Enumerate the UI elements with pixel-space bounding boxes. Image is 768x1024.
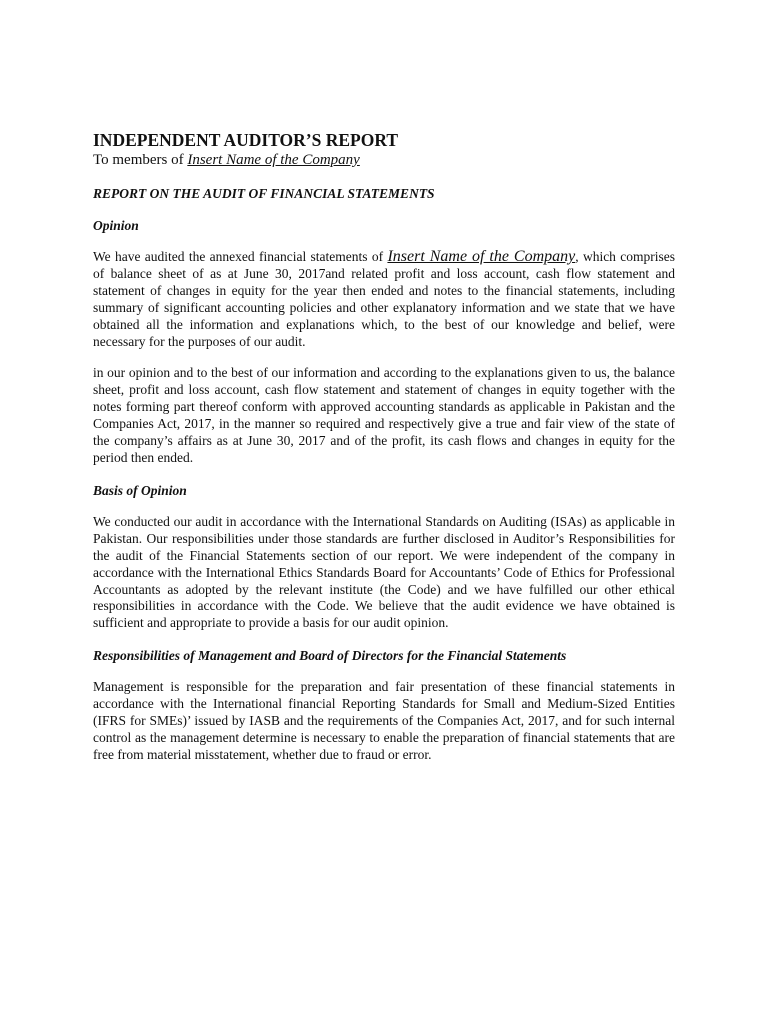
opinion-paragraph-1: [93, 249, 675, 350]
document-page: [93, 130, 675, 779]
basis-paragraph: We conducted our audit in accordance with the International Standards on Auditing (ISAs) as applicable in Pakistan. Our responsibilities under those standards are further disclosed in Auditor’s Responsibilities for the audit of the Financial Statements section of our report. We were independent of the company in accordance with the International Ethics Standards Board for Accountants’ Code of Ethics for Professional Accountants as adopted by the relevant institute (the Code) and we have fulfilled our other ethical responsibilities in accordance with the Code. We believe that the audit evidence we have obtained is sufficient and appropriate to provide a basis for our audit opinion.: [93, 513, 675, 631]
basis-heading: Basis of Opinion: [93, 482, 187, 498]
opinion-para1-rest: , which comprises of balance sheet of as at June 30, 2017and related profit and loss account, cash flow statement and statement of changes in equity for the year then ended and notes to the financial statements, including summary of significant accounting policies and other explanatory information and we state that we have obtained all the information and explanations which, to the best of our knowledge and belief, were necessary for the purposes of our audit.: [93, 249, 675, 349]
company-name-placeholder: Insert Name of the Company: [187, 152, 360, 168]
addressee-prefix: To members of: [93, 152, 188, 168]
responsibilities-paragraph: Management is responsible for the preparation and fair presentation of these financial statements in accordance with the International financial Reporting Standards for Small and Medium-Sized Entities (IFRS for SMEs)’ issued by IASB and the requirements of the Companies Act, 2017, and for such internal control as the management determine is necessary to enable the preparation of financial statements that are free from material misstatement, whether due to fraud or error.: [93, 679, 675, 762]
opinion-heading: Opinion: [93, 218, 139, 233]
main-heading: REPORT ON THE AUDIT OF FINANCIAL STATEMENTS: [93, 186, 435, 201]
opinion-company-placeholder: Insert Name of the Company: [387, 248, 576, 265]
opinion-paragraph-2: in our opinion and to the best of our information and according to the explanations given to us, the balance sheet, profit and loss account, cash flow statement and statement of changes in equity together with the notes forming part thereof conform with approved accounting standards as applicable in Pakistan and the Companies Act, 2017, in the manner so required and respectively give a true and fair view of the state of the company’s affairs as at June 30, 2017 and of the profit, its cash flows and changes in equity for the period then ended.: [93, 365, 675, 465]
opinion-para1-lead: We have audited the annexed financial statements of: [93, 249, 388, 264]
report-addressee: [93, 150, 675, 170]
report-title: INDEPENDENT AUDITOR’S REPORT: [93, 130, 399, 150]
responsibilities-heading: Responsibilities of Management and Board of Directors for the Financial Statements: [93, 648, 567, 664]
